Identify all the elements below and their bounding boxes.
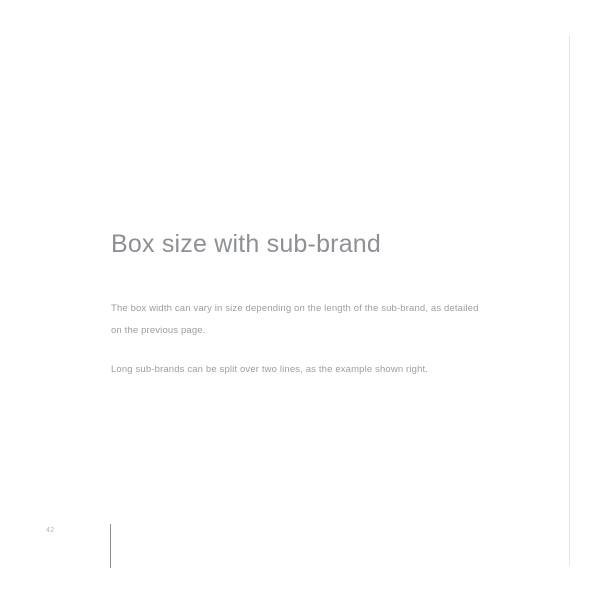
body-paragraph-1: The box width can vary in size depending on the length of the sub-brand, as detailed on the previous page. [111, 303, 479, 336]
page-number: 42 [46, 527, 55, 534]
bottom-spine-rule [110, 524, 111, 568]
body-paragraph-2: Long sub-brands can be split over two lines, as the example shown right. [111, 364, 429, 375]
page-title: Box size with sub-brand [111, 230, 382, 258]
page-content [111, 228, 511, 381]
right-margin-rule [569, 36, 570, 566]
